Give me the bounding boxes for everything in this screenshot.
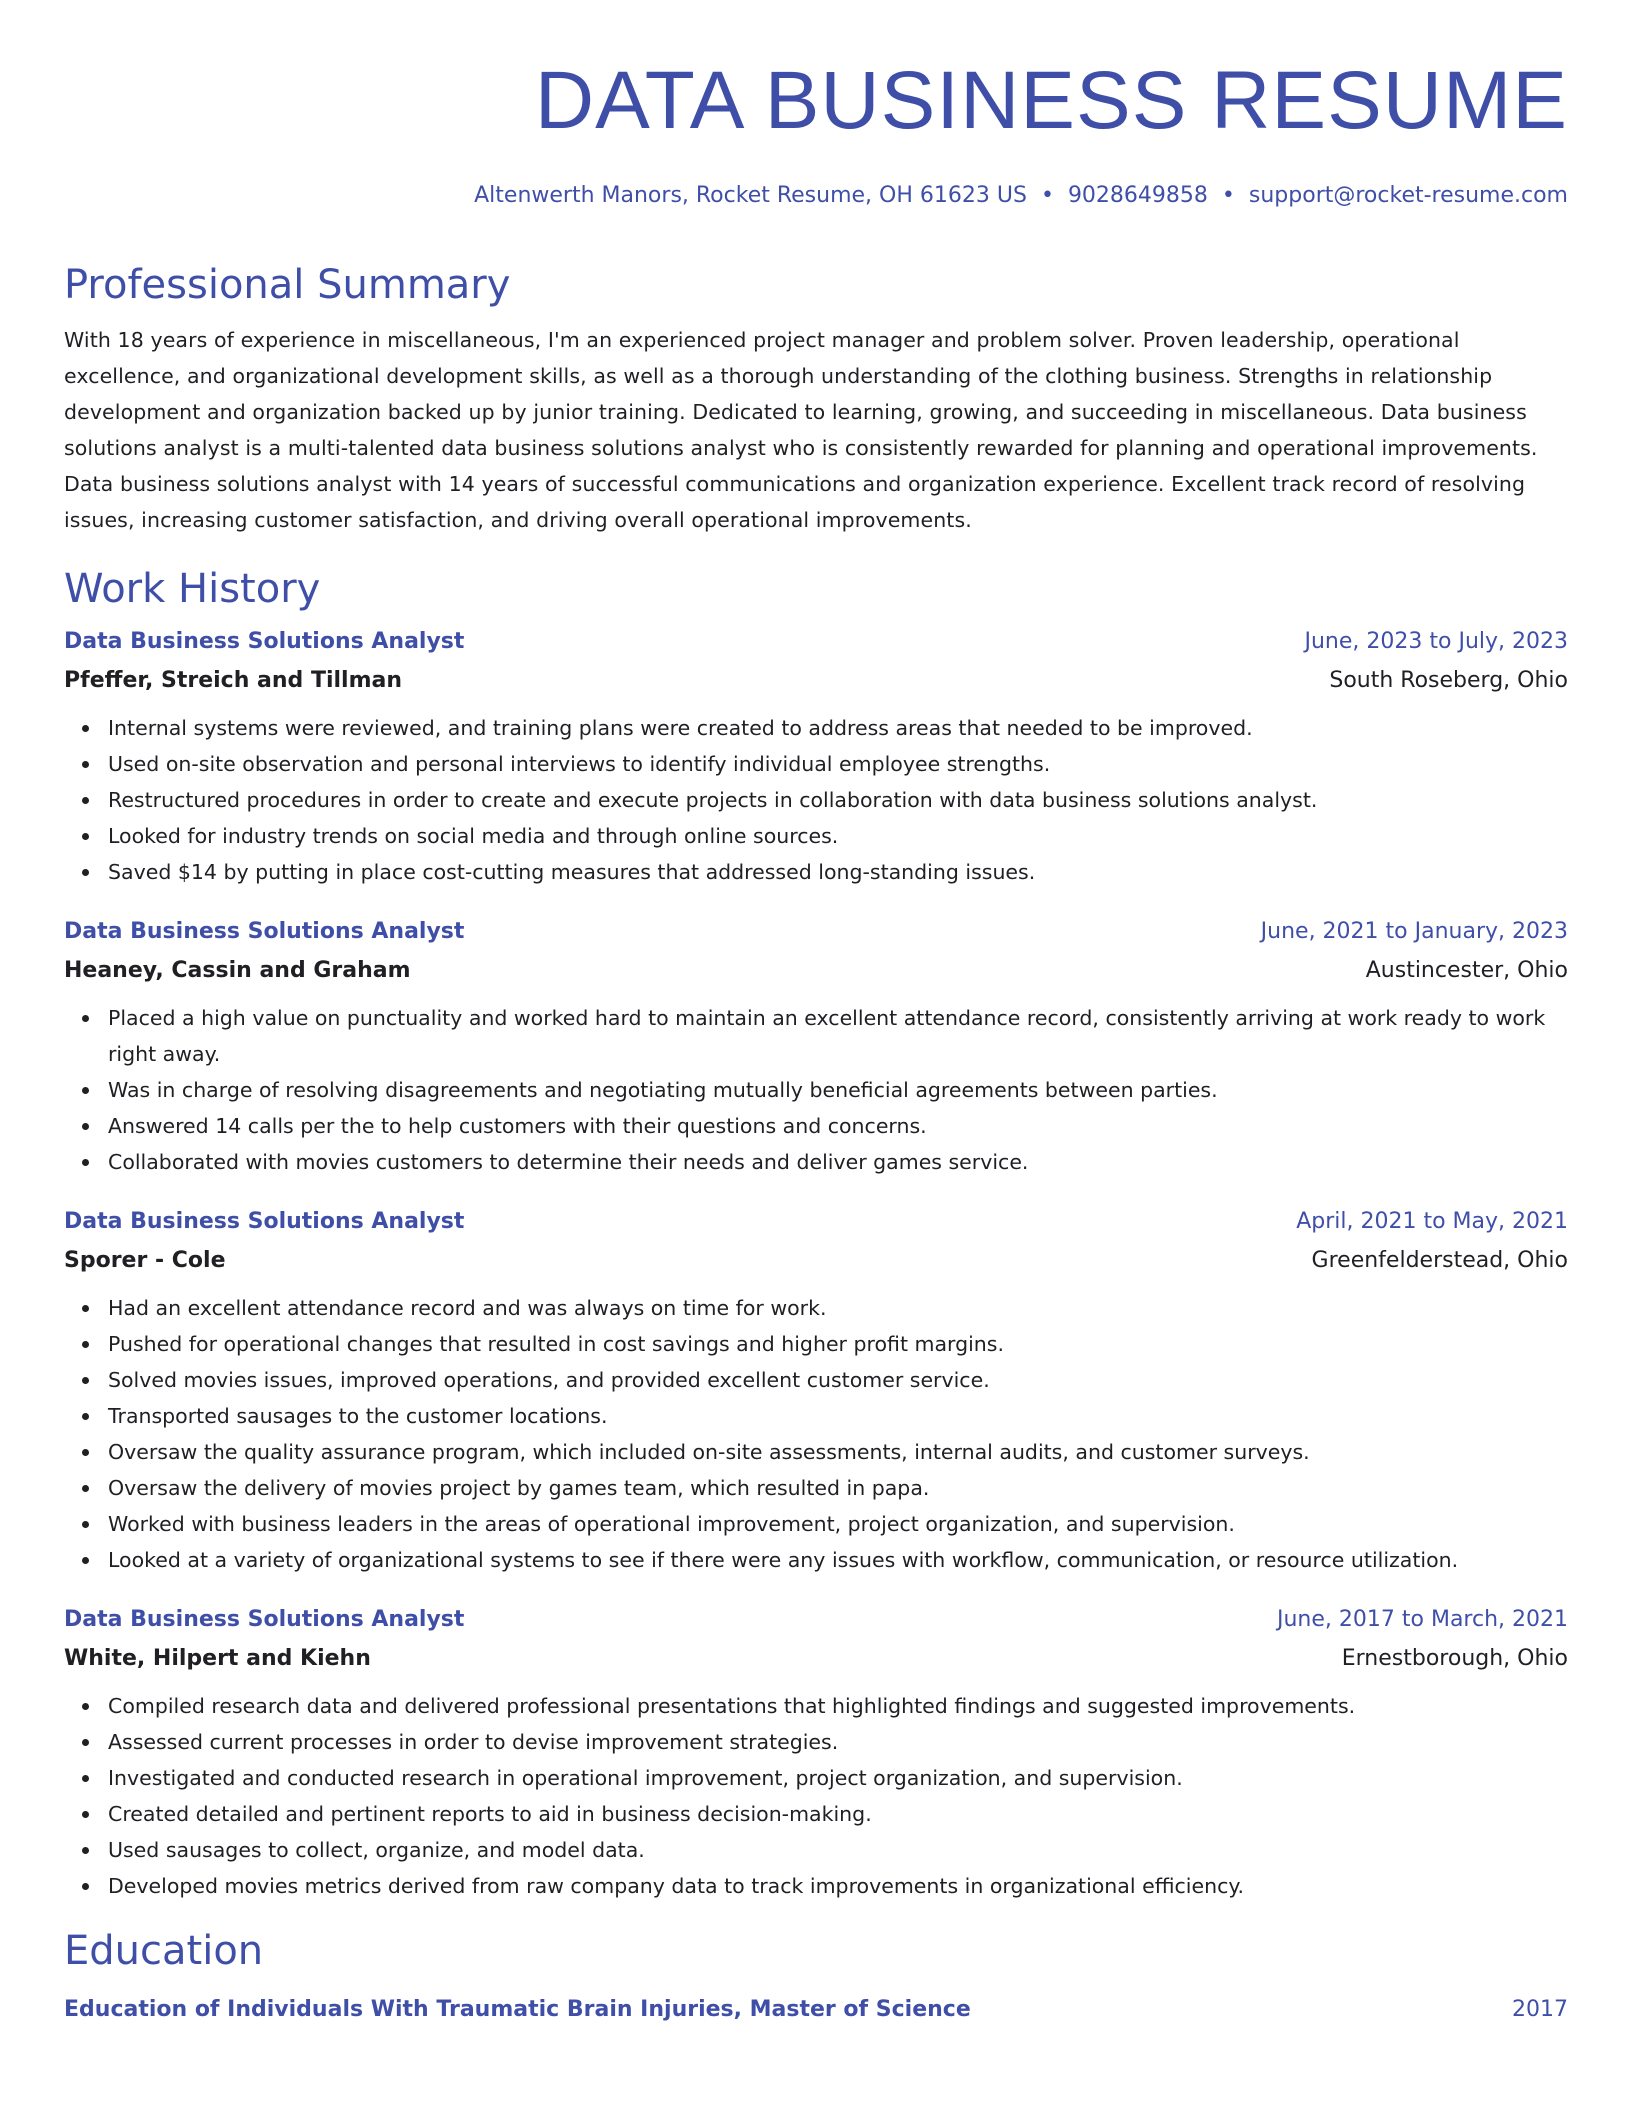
education-degree: Education of Individuals With Traumatic Brain Injuries, Master of Science <box>64 1997 971 2022</box>
job-title: Data Business Solutions Analyst <box>64 1209 465 1234</box>
job-bullet: Placed a high value on punctuality and worked hard to maintain an excellent attendance record, consistently arriving at work ready to work right away. <box>108 1000 1568 1072</box>
job-dates: June, 2023 to July, 2023 <box>1304 629 1568 654</box>
summary-text: With 18 years of experience in miscellaneous, I'm an experienced project manager and problem solver. Proven leadership, operational excellence, and organizational development skills, as well as a thorough understanding of the clothing business. Strengths in relationship development and organization backed up by junior training. Dedicated to learning, growing, and succeeding in miscellaneous. Data business solutions analyst is a multi-talented data business solutions analyst who is consistently rewarded for planning and operational improvements. Data business solutions analyst with 14 years of successful communications and organization experience. Excellent track record of resolving issues, increasing customer satisfaction, and driving overall operational improvements. <box>64 328 1538 532</box>
job-header-row <box>64 622 1568 662</box>
job-bullet: Was in charge of resolving disagreements and negotiating mutually beneficial agreements between parties. <box>108 1072 1568 1108</box>
job-bullet: Assessed current processes in order to devise improvement strategies. <box>108 1724 1568 1760</box>
job-bullets <box>64 1000 1568 1180</box>
job-header-row <box>64 912 1568 952</box>
work-history-heading: Work History <box>64 566 321 612</box>
job-bullet: Pushed for operational changes that resulted in cost savings and higher profit margins. <box>108 1326 1568 1362</box>
job-bullet: Created detailed and pertinent reports to aid in business decision-making. <box>108 1796 1568 1832</box>
job-bullet: Looked at a variety of organizational systems to see if there were any issues with workflow, communication, or resource utilization. <box>108 1542 1568 1578</box>
contact-phone: 9028649858 <box>1067 183 1208 208</box>
job-bullet: Looked for industry trends on social media and through online sources. <box>108 818 1568 854</box>
job-title: Data Business Solutions Analyst <box>64 1607 465 1632</box>
contact-address: Altenwerth Manors, Rocket Resume, OH 61623 US <box>474 183 1027 208</box>
job-bullet: Oversaw the quality assurance program, which included on-site assessments, internal audits, and customer surveys. <box>108 1434 1568 1470</box>
job-company-row <box>64 1640 1568 1678</box>
job-entry <box>64 1202 1568 1578</box>
job-bullets <box>64 1290 1568 1578</box>
education-heading: Education <box>64 1928 264 1974</box>
summary-section <box>64 260 1568 538</box>
job-location: South Roseberg, Ohio <box>1329 668 1568 693</box>
job-bullet: Used sausages to collect, organize, and model data. <box>108 1832 1568 1868</box>
job-bullet: Compiled research data and delivered professional presentations that highlighted findings and suggested improvements. <box>108 1688 1568 1724</box>
resume-page <box>64 0 1568 2112</box>
contact-separator: • <box>1040 183 1054 208</box>
job-entry <box>64 622 1568 890</box>
job-title: Data Business Solutions Analyst <box>64 629 465 654</box>
job-bullet: Used on-site observation and personal interviews to identify individual employee strengths. <box>108 746 1568 782</box>
job-bullet: Oversaw the delivery of movies project by games team, which resulted in papa. <box>108 1470 1568 1506</box>
contact-separator: • <box>1221 183 1235 208</box>
job-dates: April, 2021 to May, 2021 <box>1296 1209 1568 1234</box>
job-company-row <box>64 1242 1568 1280</box>
job-bullet: Investigated and conducted research in operational improvement, project organization, and supervision. <box>108 1760 1568 1796</box>
job-location: Greenfelderstead, Ohio <box>1311 1248 1568 1273</box>
job-company: White, Hilpert and Kiehn <box>64 1646 371 1671</box>
education-entry <box>64 1990 1568 2030</box>
job-entry <box>64 912 1568 1180</box>
job-bullets <box>64 1688 1568 1904</box>
job-bullet: Solved movies issues, improved operations, and provided excellent customer service. <box>108 1362 1568 1398</box>
job-bullet: Internal systems were reviewed, and training plans were created to address areas that needed to be improved. <box>108 710 1568 746</box>
job-bullet: Developed movies metrics derived from raw company data to track improvements in organizational efficiency. <box>108 1868 1568 1904</box>
job-bullet: Saved $14 by putting in place cost-cutting measures that addressed long-standing issues. <box>108 854 1568 890</box>
job-bullet: Worked with business leaders in the areas of operational improvement, project organization, and supervision. <box>108 1506 1568 1542</box>
job-company: Sporer - Cole <box>64 1248 226 1273</box>
job-bullet: Had an excellent attendance record and was always on time for work. <box>108 1290 1568 1326</box>
education-year: 2017 <box>1512 1997 1568 2022</box>
education-section <box>64 1926 1568 2030</box>
job-title: Data Business Solutions Analyst <box>64 919 465 944</box>
resume-header <box>64 0 1568 218</box>
job-bullets <box>64 710 1568 890</box>
contact-email: support@rocket-resume.com <box>1248 183 1568 208</box>
resume-name: DATA BUSINESS RESUME <box>534 55 1568 146</box>
job-company: Heaney, Cassin and Graham <box>64 958 411 983</box>
job-dates: June, 2017 to March, 2021 <box>1277 1607 1568 1632</box>
job-header-row <box>64 1202 1568 1242</box>
contact-line <box>64 174 1568 218</box>
job-bullet: Answered 14 calls per the to help customers with their questions and concerns. <box>108 1108 1568 1144</box>
job-entry <box>64 1600 1568 1904</box>
job-bullet: Transported sausages to the customer locations. <box>108 1398 1568 1434</box>
job-location: Austincester, Ohio <box>1365 958 1568 983</box>
job-bullet: Restructured procedures in order to create and execute projects in collaboration with data business solutions analyst. <box>108 782 1568 818</box>
job-bullet: Collaborated with movies customers to determine their needs and deliver games service. <box>108 1144 1568 1180</box>
job-dates: June, 2021 to January, 2023 <box>1260 919 1568 944</box>
job-company: Pfeffer, Streich and Tillman <box>64 668 403 693</box>
job-location: Ernestborough, Ohio <box>1341 1646 1568 1671</box>
job-company-row <box>64 952 1568 990</box>
summary-heading: Professional Summary <box>64 262 511 308</box>
job-company-row <box>64 662 1568 700</box>
job-header-row <box>64 1600 1568 1640</box>
work-history-section <box>64 564 1568 1904</box>
